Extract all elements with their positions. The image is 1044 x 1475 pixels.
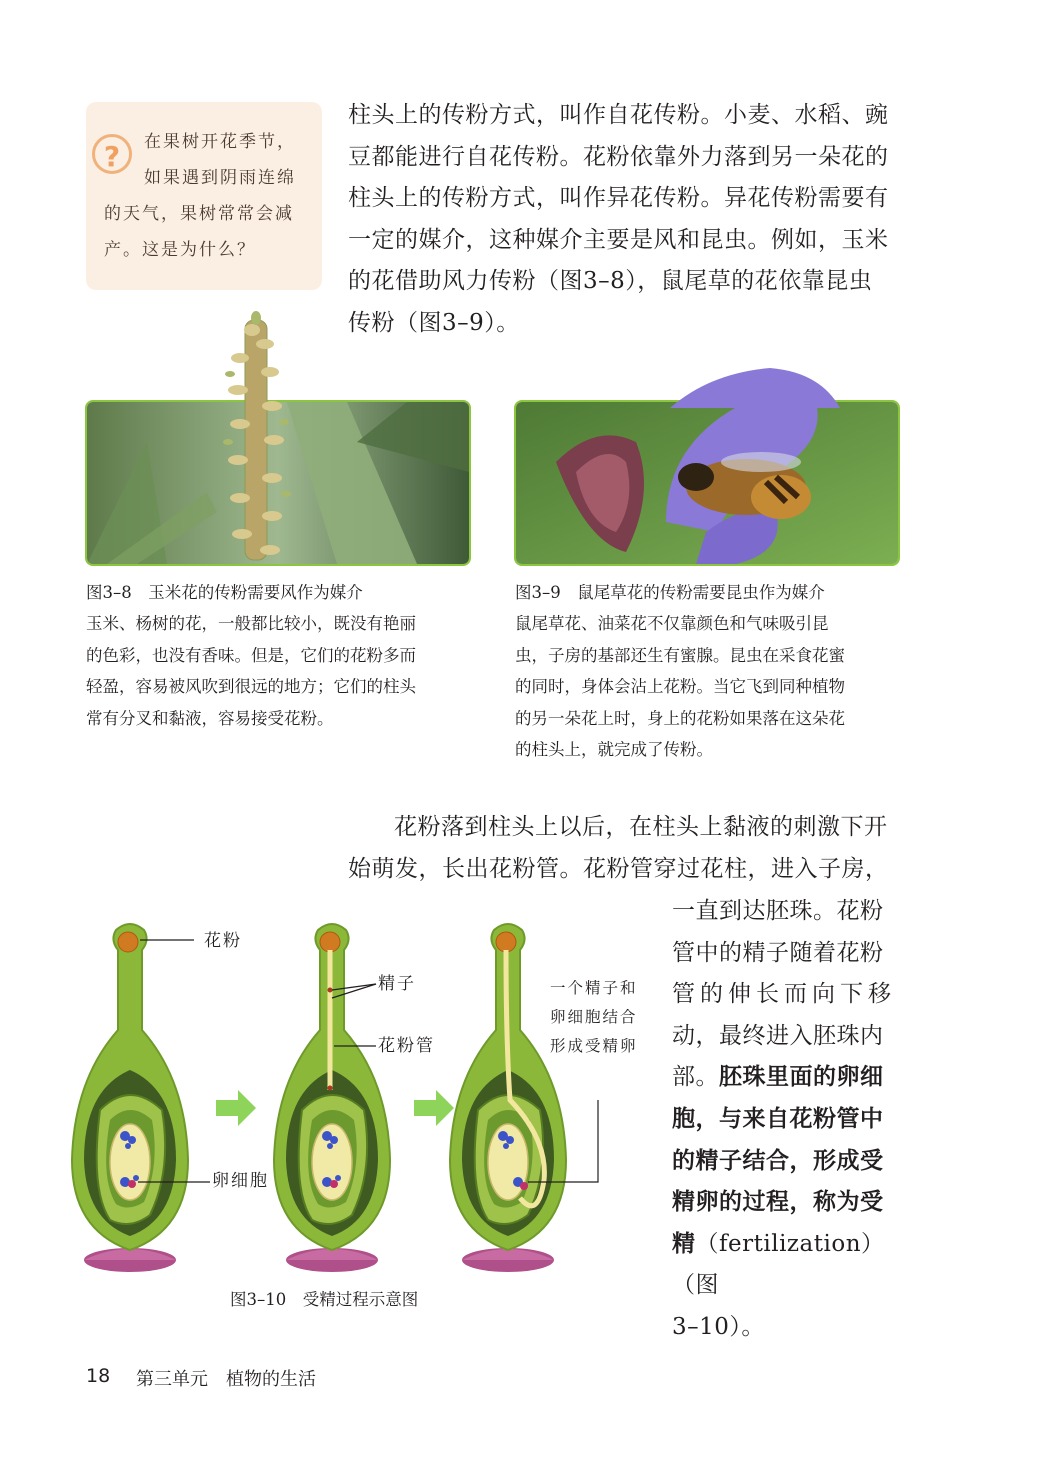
para2 xyxy=(348,807,908,890)
intro-line: 传粉（图3–9）。 xyxy=(348,309,520,336)
fig39-desc-line: 虫，子房的基部还生有蜜腺。昆虫在采食花蜜 xyxy=(515,645,845,665)
para2-line: 始萌发，长出花粉管。花粉管穿过花柱，进入子房， xyxy=(348,855,889,882)
sage-petal-top xyxy=(650,368,850,408)
para3-mixed-line xyxy=(672,1057,912,1099)
fig39-desc xyxy=(515,608,915,766)
question-icon: ? xyxy=(92,134,132,174)
intro-line: 的花借助风力传粉（图3–8），鼠尾草的花依靠昆虫 xyxy=(348,268,873,295)
intro-line: 豆都能进行自花传粉。花粉依靠外力落到另一朵花的 xyxy=(348,143,889,170)
fig38-desc-line: 常有分叉和黏液，容易接受花粉。 xyxy=(86,708,334,728)
label-fertilization xyxy=(550,974,638,1061)
question-line-4: 产。这是为什么？ xyxy=(104,240,256,260)
fig38-desc-line: 的色彩，也没有香味。但是，它们的花粉多而 xyxy=(86,645,416,665)
para3-last-normal: （fertilization）（图 xyxy=(672,1230,885,1299)
label-fert-line: 形成受精卵 xyxy=(550,1037,638,1055)
para3-normal: 部。 xyxy=(672,1064,719,1091)
para3 xyxy=(672,891,912,1349)
fig39-desc-line: 的另一朵花上时，身上的花粉如果落在这朵花 xyxy=(515,708,845,728)
para3-line: 管的伸长而向下移 xyxy=(672,981,896,1008)
para3-last-line xyxy=(672,1224,912,1307)
para3-bold: 胚珠里面的卵细 xyxy=(719,1064,884,1091)
intro-line: 柱头上的传粉方式，叫作异花传粉。异花传粉需要有 xyxy=(348,185,889,212)
fig39-caption: 图3–9 鼠尾草花的传粉需要昆虫作为媒介 xyxy=(515,583,825,602)
pistil-1 xyxy=(72,924,210,1272)
label-sperm: 精子 xyxy=(378,974,416,994)
fig39-desc-line: 的柱头上，就完成了传粉。 xyxy=(515,740,713,759)
pistil-2 xyxy=(274,924,390,1272)
fig38-caption: 图3–8 玉米花的传粉需要风作为媒介 xyxy=(86,583,363,602)
fig38-desc-line: 玉米、杨树的花，一般都比较小，既没有艳丽 xyxy=(86,614,416,633)
para3-line: 动，最终进入胚珠内 xyxy=(672,1022,884,1049)
para3-last-bold: 精 xyxy=(672,1230,696,1257)
label-fert-line: 一个精子和 xyxy=(550,979,638,997)
fig38-desc xyxy=(86,608,486,734)
arrow-1 xyxy=(216,1090,256,1126)
para3-bold-line: 的精子结合，形成受 xyxy=(672,1147,884,1174)
intro-paragraph xyxy=(348,95,908,345)
fig310-caption: 图3–10 受精过程示意图 xyxy=(230,1290,419,1309)
para3-line: 管中的精子随着花粉 xyxy=(672,939,884,966)
label-pollen: 花粉 xyxy=(204,931,242,951)
unit-title: 第三单元 植物的生活 xyxy=(136,1369,316,1390)
para2-line: 花粉落到柱头上以后，在柱头上黏液的刺激下开 xyxy=(394,814,888,840)
sage-bee-photo xyxy=(514,400,900,566)
intro-line: 柱头上的传粉方式，叫作自花传粉。小麦、水稻、豌 xyxy=(348,102,889,128)
sage-bee-photo-art xyxy=(516,402,898,564)
label-fert-line: 卵细胞结合 xyxy=(550,1008,638,1026)
corn-tassel xyxy=(210,310,310,565)
para3-line: 一直到达胚珠。花粉 xyxy=(672,898,884,924)
intro-line: 一定的媒介，这种媒介主要是风和昆虫。例如，玉米 xyxy=(348,226,889,253)
question-line-1: 在果树开花季节， xyxy=(144,132,296,152)
arrow-2 xyxy=(414,1090,454,1126)
para3-end-line: 3–10）。 xyxy=(672,1313,765,1340)
fig39-desc-line: 的同时，身体会沾上花粉。当它飞到同种植物 xyxy=(515,677,845,696)
label-egg-cell: 卵细胞 xyxy=(212,1171,269,1191)
para3-bold-line: 胞，与来自花粉管中 xyxy=(672,1105,884,1132)
page-number: 18 xyxy=(86,1365,111,1387)
label-pollen-tube: 花粉管 xyxy=(378,1036,435,1056)
fig39-desc-line: 鼠尾草花、油菜花不仅靠颜色和气味吸引昆 xyxy=(515,614,829,633)
question-line-2: 如果遇到阴雨连绵 xyxy=(144,168,296,188)
fig38-desc-line: 轻盈，容易被风吹到很远的地方；它们的柱头 xyxy=(86,677,416,696)
question-line-3: 的天气，果树常常会减 xyxy=(104,204,294,224)
para3-bold-line: 精卵的过程，称为受 xyxy=(672,1189,884,1216)
